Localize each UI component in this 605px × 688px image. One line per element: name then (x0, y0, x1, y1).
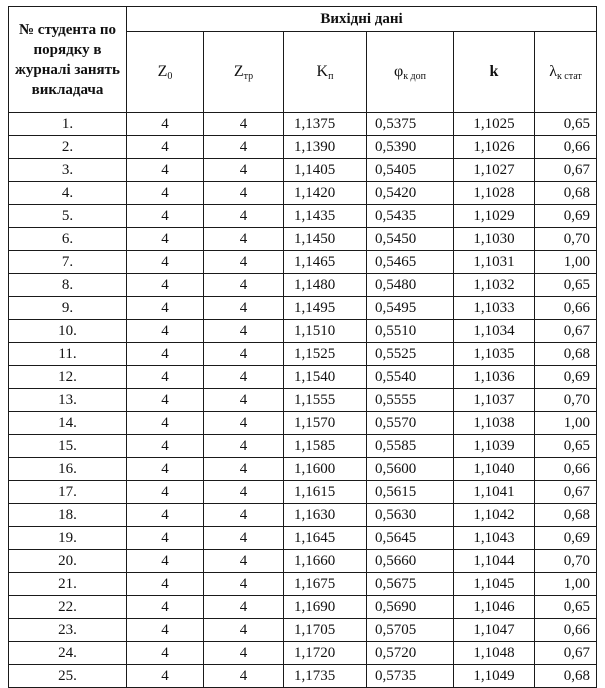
cell-z0: 4 (127, 458, 204, 481)
cell-k: 1,1044 (454, 550, 535, 573)
cell-ztr: 4 (204, 596, 284, 619)
cell-kp: 1,1735 (284, 665, 367, 688)
cell-z0: 4 (127, 573, 204, 596)
table-row (9, 205, 597, 228)
cell-student-number: 20. (9, 550, 127, 573)
cell-kp: 1,1510 (284, 320, 367, 343)
col-header-z0: $Z_0$ (127, 32, 204, 113)
cell-ztr: 4 (204, 550, 284, 573)
cell-lambda-k-stat: 0,70 (535, 389, 597, 412)
cell-ztr: 4 (204, 136, 284, 159)
cell-z0: 4 (127, 435, 204, 458)
cell-ztr: 4 (204, 343, 284, 366)
cell-phi-k-dop: 0,5570 (367, 412, 454, 435)
cell-kp: 1,1390 (284, 136, 367, 159)
cell-z0: 4 (127, 274, 204, 297)
cell-z0: 4 (127, 481, 204, 504)
cell-student-number: 8. (9, 274, 127, 297)
table-body (9, 113, 597, 688)
cell-lambda-k-stat: 0,69 (535, 527, 597, 550)
cell-lambda-k-stat: 0,68 (535, 343, 597, 366)
cell-phi-k-dop: 0,5735 (367, 665, 454, 688)
cell-phi-k-dop: 0,5420 (367, 182, 454, 205)
cell-kp: 1,1495 (284, 297, 367, 320)
cell-phi-k-dop: 0,5705 (367, 619, 454, 642)
cell-student-number: 14. (9, 412, 127, 435)
cell-kp: 1,1420 (284, 182, 367, 205)
cell-ztr: 4 (204, 504, 284, 527)
cell-ztr: 4 (204, 619, 284, 642)
table-row (9, 366, 597, 389)
cell-ztr: 4 (204, 435, 284, 458)
cell-lambda-k-stat: 0,69 (535, 366, 597, 389)
cell-k: 1,1045 (454, 573, 535, 596)
cell-z0: 4 (127, 619, 204, 642)
cell-lambda-k-stat: 0,66 (535, 619, 597, 642)
cell-phi-k-dop: 0,5510 (367, 320, 454, 343)
cell-student-number: 6. (9, 228, 127, 251)
cell-phi-k-dop: 0,5465 (367, 251, 454, 274)
cell-z0: 4 (127, 504, 204, 527)
table-row (9, 412, 597, 435)
cell-z0: 4 (127, 527, 204, 550)
table-row (9, 596, 597, 619)
cell-lambda-k-stat: 0,68 (535, 182, 597, 205)
cell-k: 1,1027 (454, 159, 535, 182)
cell-student-number: 4. (9, 182, 127, 205)
cell-ztr: 4 (204, 527, 284, 550)
cell-student-number: 22. (9, 596, 127, 619)
table-row (9, 113, 597, 136)
cell-z0: 4 (127, 297, 204, 320)
cell-kp: 1,1630 (284, 504, 367, 527)
cell-lambda-k-stat: 0,65 (535, 596, 597, 619)
cell-z0: 4 (127, 159, 204, 182)
cell-z0: 4 (127, 665, 204, 688)
cell-phi-k-dop: 0,5615 (367, 481, 454, 504)
table-row (9, 159, 597, 182)
cell-k: 1,1039 (454, 435, 535, 458)
cell-student-number: 16. (9, 458, 127, 481)
cell-k: 1,1046 (454, 596, 535, 619)
cell-lambda-k-stat: 0,65 (535, 435, 597, 458)
cell-z0: 4 (127, 228, 204, 251)
table-row (9, 251, 597, 274)
cell-lambda-k-stat: 0,66 (535, 297, 597, 320)
cell-k: 1,1043 (454, 527, 535, 550)
cell-ztr: 4 (204, 113, 284, 136)
cell-phi-k-dop: 0,5525 (367, 343, 454, 366)
cell-student-number: 15. (9, 435, 127, 458)
cell-kp: 1,1705 (284, 619, 367, 642)
cell-kp: 1,1690 (284, 596, 367, 619)
cell-ztr: 4 (204, 228, 284, 251)
student-number-header: № студента по порядку в журналі занять викладача (9, 7, 127, 113)
cell-phi-k-dop: 0,5630 (367, 504, 454, 527)
cell-k: 1,1040 (454, 458, 535, 481)
cell-k: 1,1036 (454, 366, 535, 389)
cell-z0: 4 (127, 136, 204, 159)
cell-z0: 4 (127, 343, 204, 366)
cell-phi-k-dop: 0,5495 (367, 297, 454, 320)
cell-k: 1,1032 (454, 274, 535, 297)
table-row (9, 573, 597, 596)
cell-kp: 1,1465 (284, 251, 367, 274)
cell-student-number: 2. (9, 136, 127, 159)
cell-k: 1,1038 (454, 412, 535, 435)
cell-student-number: 9. (9, 297, 127, 320)
cell-k: 1,1035 (454, 343, 535, 366)
table-row (9, 136, 597, 159)
table-row (9, 228, 597, 251)
cell-phi-k-dop: 0,5600 (367, 458, 454, 481)
cell-kp: 1,1450 (284, 228, 367, 251)
cell-ztr: 4 (204, 366, 284, 389)
col-header-phi-k-dop: $\varphi_{к доп}$ (367, 32, 454, 113)
table-row (9, 343, 597, 366)
cell-phi-k-dop: 0,5405 (367, 159, 454, 182)
table-row (9, 182, 597, 205)
table-row (9, 642, 597, 665)
cell-k: 1,1028 (454, 182, 535, 205)
cell-student-number: 25. (9, 665, 127, 688)
cell-phi-k-dop: 0,5585 (367, 435, 454, 458)
cell-student-number: 17. (9, 481, 127, 504)
cell-kp: 1,1375 (284, 113, 367, 136)
cell-phi-k-dop: 0,5720 (367, 642, 454, 665)
cell-lambda-k-stat: 1,00 (535, 573, 597, 596)
table-row (9, 274, 597, 297)
cell-lambda-k-stat: 0,67 (535, 481, 597, 504)
cell-phi-k-dop: 0,5375 (367, 113, 454, 136)
cell-z0: 4 (127, 320, 204, 343)
cell-k: 1,1030 (454, 228, 535, 251)
cell-z0: 4 (127, 251, 204, 274)
cell-k: 1,1026 (454, 136, 535, 159)
cell-lambda-k-stat: 0,68 (535, 504, 597, 527)
cell-lambda-k-stat: 0,67 (535, 642, 597, 665)
cell-phi-k-dop: 0,5450 (367, 228, 454, 251)
cell-student-number: 3. (9, 159, 127, 182)
cell-lambda-k-stat: 0,68 (535, 665, 597, 688)
cell-z0: 4 (127, 182, 204, 205)
cell-k: 1,1037 (454, 389, 535, 412)
cell-lambda-k-stat: 0,67 (535, 320, 597, 343)
cell-z0: 4 (127, 412, 204, 435)
cell-ztr: 4 (204, 320, 284, 343)
cell-lambda-k-stat: 0,65 (535, 113, 597, 136)
cell-student-number: 12. (9, 366, 127, 389)
cell-kp: 1,1720 (284, 642, 367, 665)
cell-student-number: 1. (9, 113, 127, 136)
col-header-lambda-k-stat: $\lambda_{к стат}$ (535, 32, 597, 113)
cell-k: 1,1041 (454, 481, 535, 504)
cell-lambda-k-stat: 0,66 (535, 136, 597, 159)
cell-kp: 1,1600 (284, 458, 367, 481)
cell-k: 1,1047 (454, 619, 535, 642)
cell-kp: 1,1660 (284, 550, 367, 573)
cell-k: 1,1034 (454, 320, 535, 343)
table-row (9, 504, 597, 527)
cell-lambda-k-stat: 0,70 (535, 228, 597, 251)
cell-kp: 1,1555 (284, 389, 367, 412)
cell-k: 1,1049 (454, 665, 535, 688)
cell-ztr: 4 (204, 205, 284, 228)
cell-kp: 1,1525 (284, 343, 367, 366)
table-row (9, 481, 597, 504)
cell-z0: 4 (127, 366, 204, 389)
cell-ztr: 4 (204, 665, 284, 688)
cell-student-number: 13. (9, 389, 127, 412)
cell-z0: 4 (127, 596, 204, 619)
table-row (9, 297, 597, 320)
cell-ztr: 4 (204, 458, 284, 481)
cell-ztr: 4 (204, 481, 284, 504)
cell-k: 1,1025 (454, 113, 535, 136)
cell-student-number: 18. (9, 504, 127, 527)
table-row (9, 665, 597, 688)
cell-ztr: 4 (204, 642, 284, 665)
cell-ztr: 4 (204, 182, 284, 205)
col-header-k: k (454, 32, 535, 113)
cell-lambda-k-stat: 0,67 (535, 159, 597, 182)
cell-kp: 1,1585 (284, 435, 367, 458)
cell-student-number: 10. (9, 320, 127, 343)
cell-k: 1,1048 (454, 642, 535, 665)
table-row (9, 435, 597, 458)
cell-kp: 1,1480 (284, 274, 367, 297)
cell-ztr: 4 (204, 573, 284, 596)
table-row (9, 389, 597, 412)
cell-lambda-k-stat: 0,70 (535, 550, 597, 573)
cell-phi-k-dop: 0,5390 (367, 136, 454, 159)
cell-z0: 4 (127, 550, 204, 573)
cell-ztr: 4 (204, 251, 284, 274)
cell-phi-k-dop: 0,5645 (367, 527, 454, 550)
cell-kp: 1,1645 (284, 527, 367, 550)
cell-k: 1,1029 (454, 205, 535, 228)
table-row (9, 527, 597, 550)
cell-student-number: 5. (9, 205, 127, 228)
cell-z0: 4 (127, 113, 204, 136)
cell-kp: 1,1540 (284, 366, 367, 389)
cell-lambda-k-stat: 1,00 (535, 412, 597, 435)
col-header-ztr: $Z_{тр}$ (204, 32, 284, 113)
cell-ztr: 4 (204, 389, 284, 412)
cell-kp: 1,1675 (284, 573, 367, 596)
cell-phi-k-dop: 0,5435 (367, 205, 454, 228)
cell-student-number: 21. (9, 573, 127, 596)
cell-ztr: 4 (204, 297, 284, 320)
col-header-kp: $K_п$ (284, 32, 367, 113)
table-row (9, 550, 597, 573)
cell-phi-k-dop: 0,5555 (367, 389, 454, 412)
cell-kp: 1,1570 (284, 412, 367, 435)
cell-kp: 1,1435 (284, 205, 367, 228)
cell-z0: 4 (127, 205, 204, 228)
cell-student-number: 24. (9, 642, 127, 665)
cell-ztr: 4 (204, 159, 284, 182)
cell-student-number: 19. (9, 527, 127, 550)
cell-lambda-k-stat: 1,00 (535, 251, 597, 274)
cell-kp: 1,1615 (284, 481, 367, 504)
cell-ztr: 4 (204, 412, 284, 435)
cell-phi-k-dop: 0,5540 (367, 366, 454, 389)
cell-ztr: 4 (204, 274, 284, 297)
source-data-header: Вихідні дані (127, 7, 597, 32)
table-row (9, 619, 597, 642)
cell-k: 1,1033 (454, 297, 535, 320)
cell-k: 1,1031 (454, 251, 535, 274)
cell-lambda-k-stat: 0,65 (535, 274, 597, 297)
cell-phi-k-dop: 0,5690 (367, 596, 454, 619)
cell-z0: 4 (127, 642, 204, 665)
table-row (9, 458, 597, 481)
data-table (8, 6, 597, 688)
table-row (9, 320, 597, 343)
cell-phi-k-dop: 0,5675 (367, 573, 454, 596)
cell-kp: 1,1405 (284, 159, 367, 182)
cell-k: 1,1042 (454, 504, 535, 527)
cell-student-number: 11. (9, 343, 127, 366)
cell-student-number: 23. (9, 619, 127, 642)
cell-phi-k-dop: 0,5480 (367, 274, 454, 297)
cell-z0: 4 (127, 389, 204, 412)
cell-student-number: 7. (9, 251, 127, 274)
cell-phi-k-dop: 0,5660 (367, 550, 454, 573)
cell-lambda-k-stat: 0,66 (535, 458, 597, 481)
cell-lambda-k-stat: 0,69 (535, 205, 597, 228)
